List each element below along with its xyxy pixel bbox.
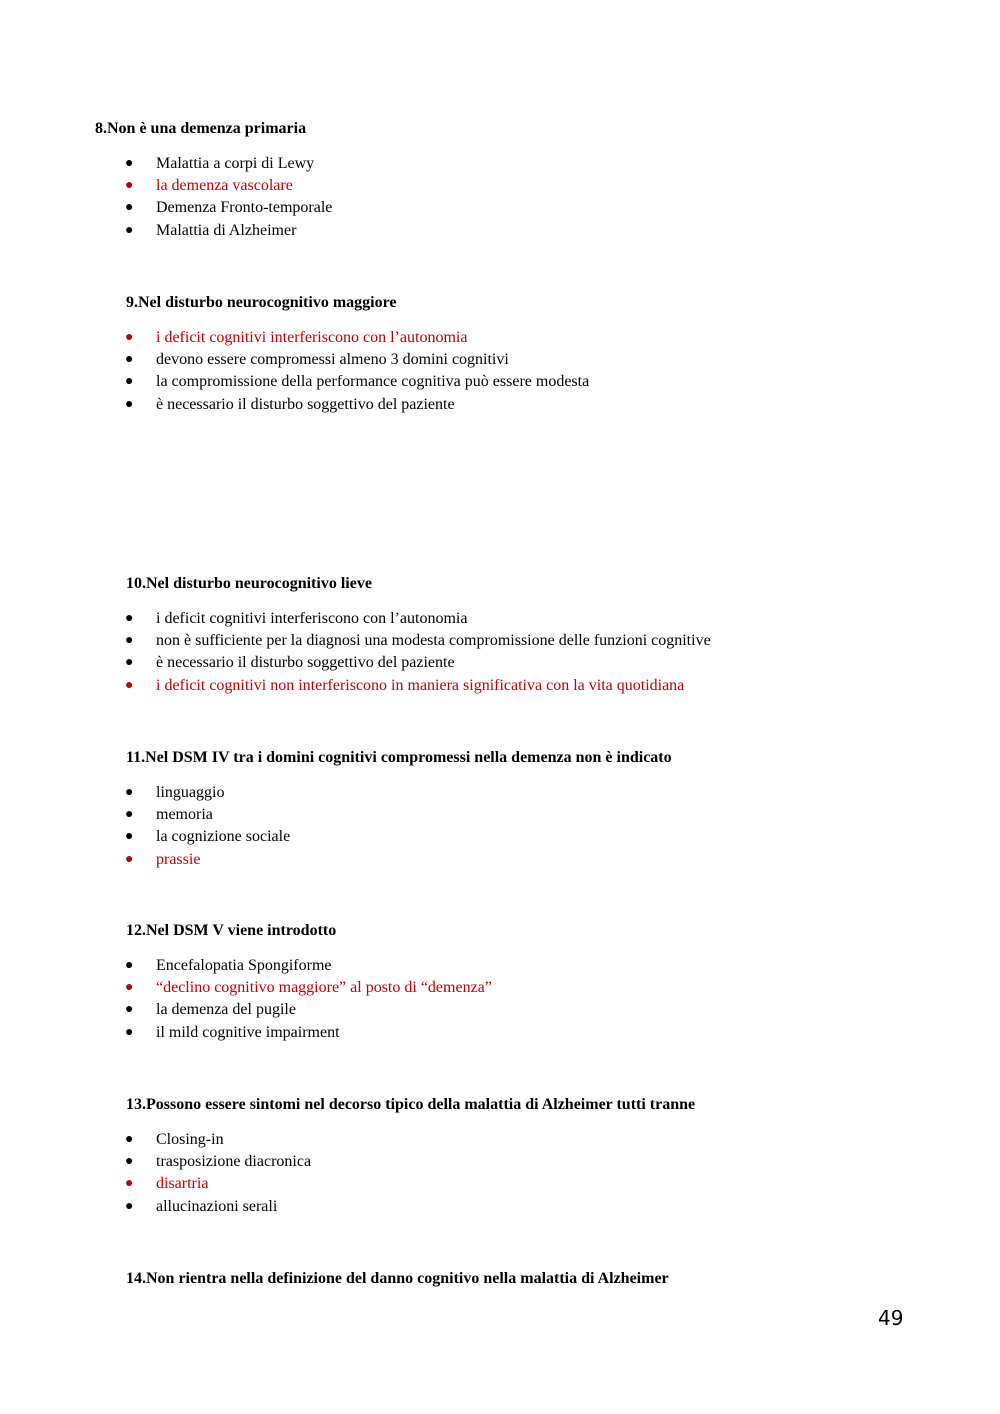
option-text: i deficit cognitivi interferiscono con l’autonomia [156, 329, 468, 346]
bullet-icon: ● [125, 396, 134, 412]
option-item [126, 1196, 926, 1218]
option-item-correct [126, 675, 926, 697]
question-14 [126, 1269, 926, 1289]
option-text: prassie [156, 850, 201, 868]
bullet-icon: ● [125, 1132, 134, 1147]
option-list [126, 955, 926, 1044]
option-item [126, 608, 926, 630]
option-item-correct [126, 175, 895, 197]
option-text: Encefalopatia Spongiforme [156, 957, 332, 974]
bullet-icon: ● [125, 1154, 134, 1170]
option-text: disartria [156, 1175, 209, 1193]
option-text: la compromissione della performance cognitiva può essere modesta [156, 373, 590, 391]
question-10 [126, 574, 926, 697]
option-item [126, 955, 926, 977]
option-text: i deficit cognitivi non interferiscono in maniera significativa con la vita quotidiana [156, 676, 685, 694]
option-item [126, 197, 895, 219]
option-text: la demenza vascolare [156, 177, 293, 195]
option-text: devono essere compromessi almeno 3 domini cognitivi [156, 351, 509, 369]
option-text: Malattia di Alzheimer [156, 221, 297, 239]
bullet-icon: ● [125, 352, 134, 368]
page-number: 49 [878, 1306, 904, 1330]
option-list [126, 327, 926, 416]
bullet-icon: ● [125, 1024, 134, 1040]
bullet-icon: ● [125, 330, 134, 345]
bullet-icon: ● [125, 677, 134, 693]
bullet-icon: ● [125, 633, 134, 649]
option-text: il mild cognitive impairment [156, 1023, 340, 1041]
bullet-icon: ● [125, 374, 134, 390]
question-title: 10.Nel disturbo neurocognitivo lieve [126, 575, 372, 592]
option-item [126, 371, 926, 393]
option-text: la cognizione sociale [156, 828, 291, 846]
bullet-icon: ● [125, 785, 134, 800]
question-title: 13.Possono essere sintomi nel decorso tipico della malattia di Alzheimer tutti tranne [126, 1096, 696, 1113]
option-text: “declino cognitivo maggiore” al posto di “demenza” [156, 979, 492, 997]
option-item [126, 220, 895, 242]
bullet-icon: ● [125, 829, 134, 845]
option-list [126, 153, 895, 242]
option-item-correct [126, 849, 926, 871]
option-text: i deficit cognitivi interferiscono con l’autonomia [156, 610, 468, 627]
option-item [126, 1022, 926, 1044]
option-item-correct [126, 977, 926, 999]
question-8 [95, 119, 895, 242]
bullet-icon: ● [125, 958, 134, 973]
bullet-icon: ● [125, 1002, 134, 1018]
bullet-icon: ● [125, 222, 134, 238]
option-item-correct [126, 327, 926, 349]
bullet-icon: ● [125, 156, 134, 171]
bullet-icon: ● [125, 178, 134, 194]
option-text: Malattia a corpi di Lewy [156, 155, 315, 172]
option-text: è necessario il disturbo soggettivo del paziente [156, 395, 455, 413]
option-text: Demenza Fronto-temporale [156, 199, 333, 217]
question-title: 14.Non rientra nella definizione del danno cognitivo nella malattia di Alzheimer [126, 1270, 669, 1287]
bullet-icon: ● [125, 807, 134, 823]
bullet-icon: ● [125, 980, 134, 996]
option-item [126, 1129, 926, 1151]
option-list [126, 782, 926, 871]
option-text: allucinazioni serali [156, 1197, 278, 1215]
question-title: 9.Nel disturbo neurocognitivo maggiore [126, 294, 397, 311]
option-text: trasposizione diacronica [156, 1153, 312, 1171]
option-text: la demenza del pugile [156, 1001, 296, 1019]
question-title: 11.Nel DSM IV tra i domini cognitivi compromessi nella demenza non è indicato [126, 749, 672, 766]
option-item [126, 804, 926, 826]
question-13 [126, 1095, 926, 1218]
option-item-correct [126, 1173, 926, 1195]
question-11 [126, 748, 926, 871]
question-9 [126, 293, 926, 416]
option-text: è necessario il disturbo soggettivo del paziente [156, 654, 455, 672]
option-list [126, 608, 926, 697]
bullet-icon: ● [125, 655, 134, 671]
bullet-icon: ● [125, 200, 134, 216]
bullet-icon: ● [125, 611, 134, 626]
bullet-icon: ● [125, 851, 134, 867]
question-title: 8.Non è una demenza primaria [95, 120, 307, 137]
question-title: 12.Nel DSM V viene introdotto [126, 922, 337, 939]
option-text: memoria [156, 806, 213, 824]
option-item [126, 394, 926, 416]
option-list [126, 1129, 926, 1218]
option-item [126, 999, 926, 1021]
option-item [126, 782, 926, 804]
option-item [126, 153, 895, 175]
option-item [126, 349, 926, 371]
bullet-icon: ● [125, 1176, 134, 1192]
option-item [126, 652, 926, 674]
option-text: non è sufficiente per la diagnosi una modesta compromissione delle funzioni cognitive [156, 632, 711, 650]
option-text: linguaggio [156, 784, 225, 801]
option-item [126, 630, 926, 652]
option-text: Closing-in [156, 1131, 224, 1148]
bullet-icon: ● [125, 1198, 134, 1214]
option-item [126, 826, 926, 848]
question-12 [126, 921, 926, 1044]
option-item [126, 1151, 926, 1173]
